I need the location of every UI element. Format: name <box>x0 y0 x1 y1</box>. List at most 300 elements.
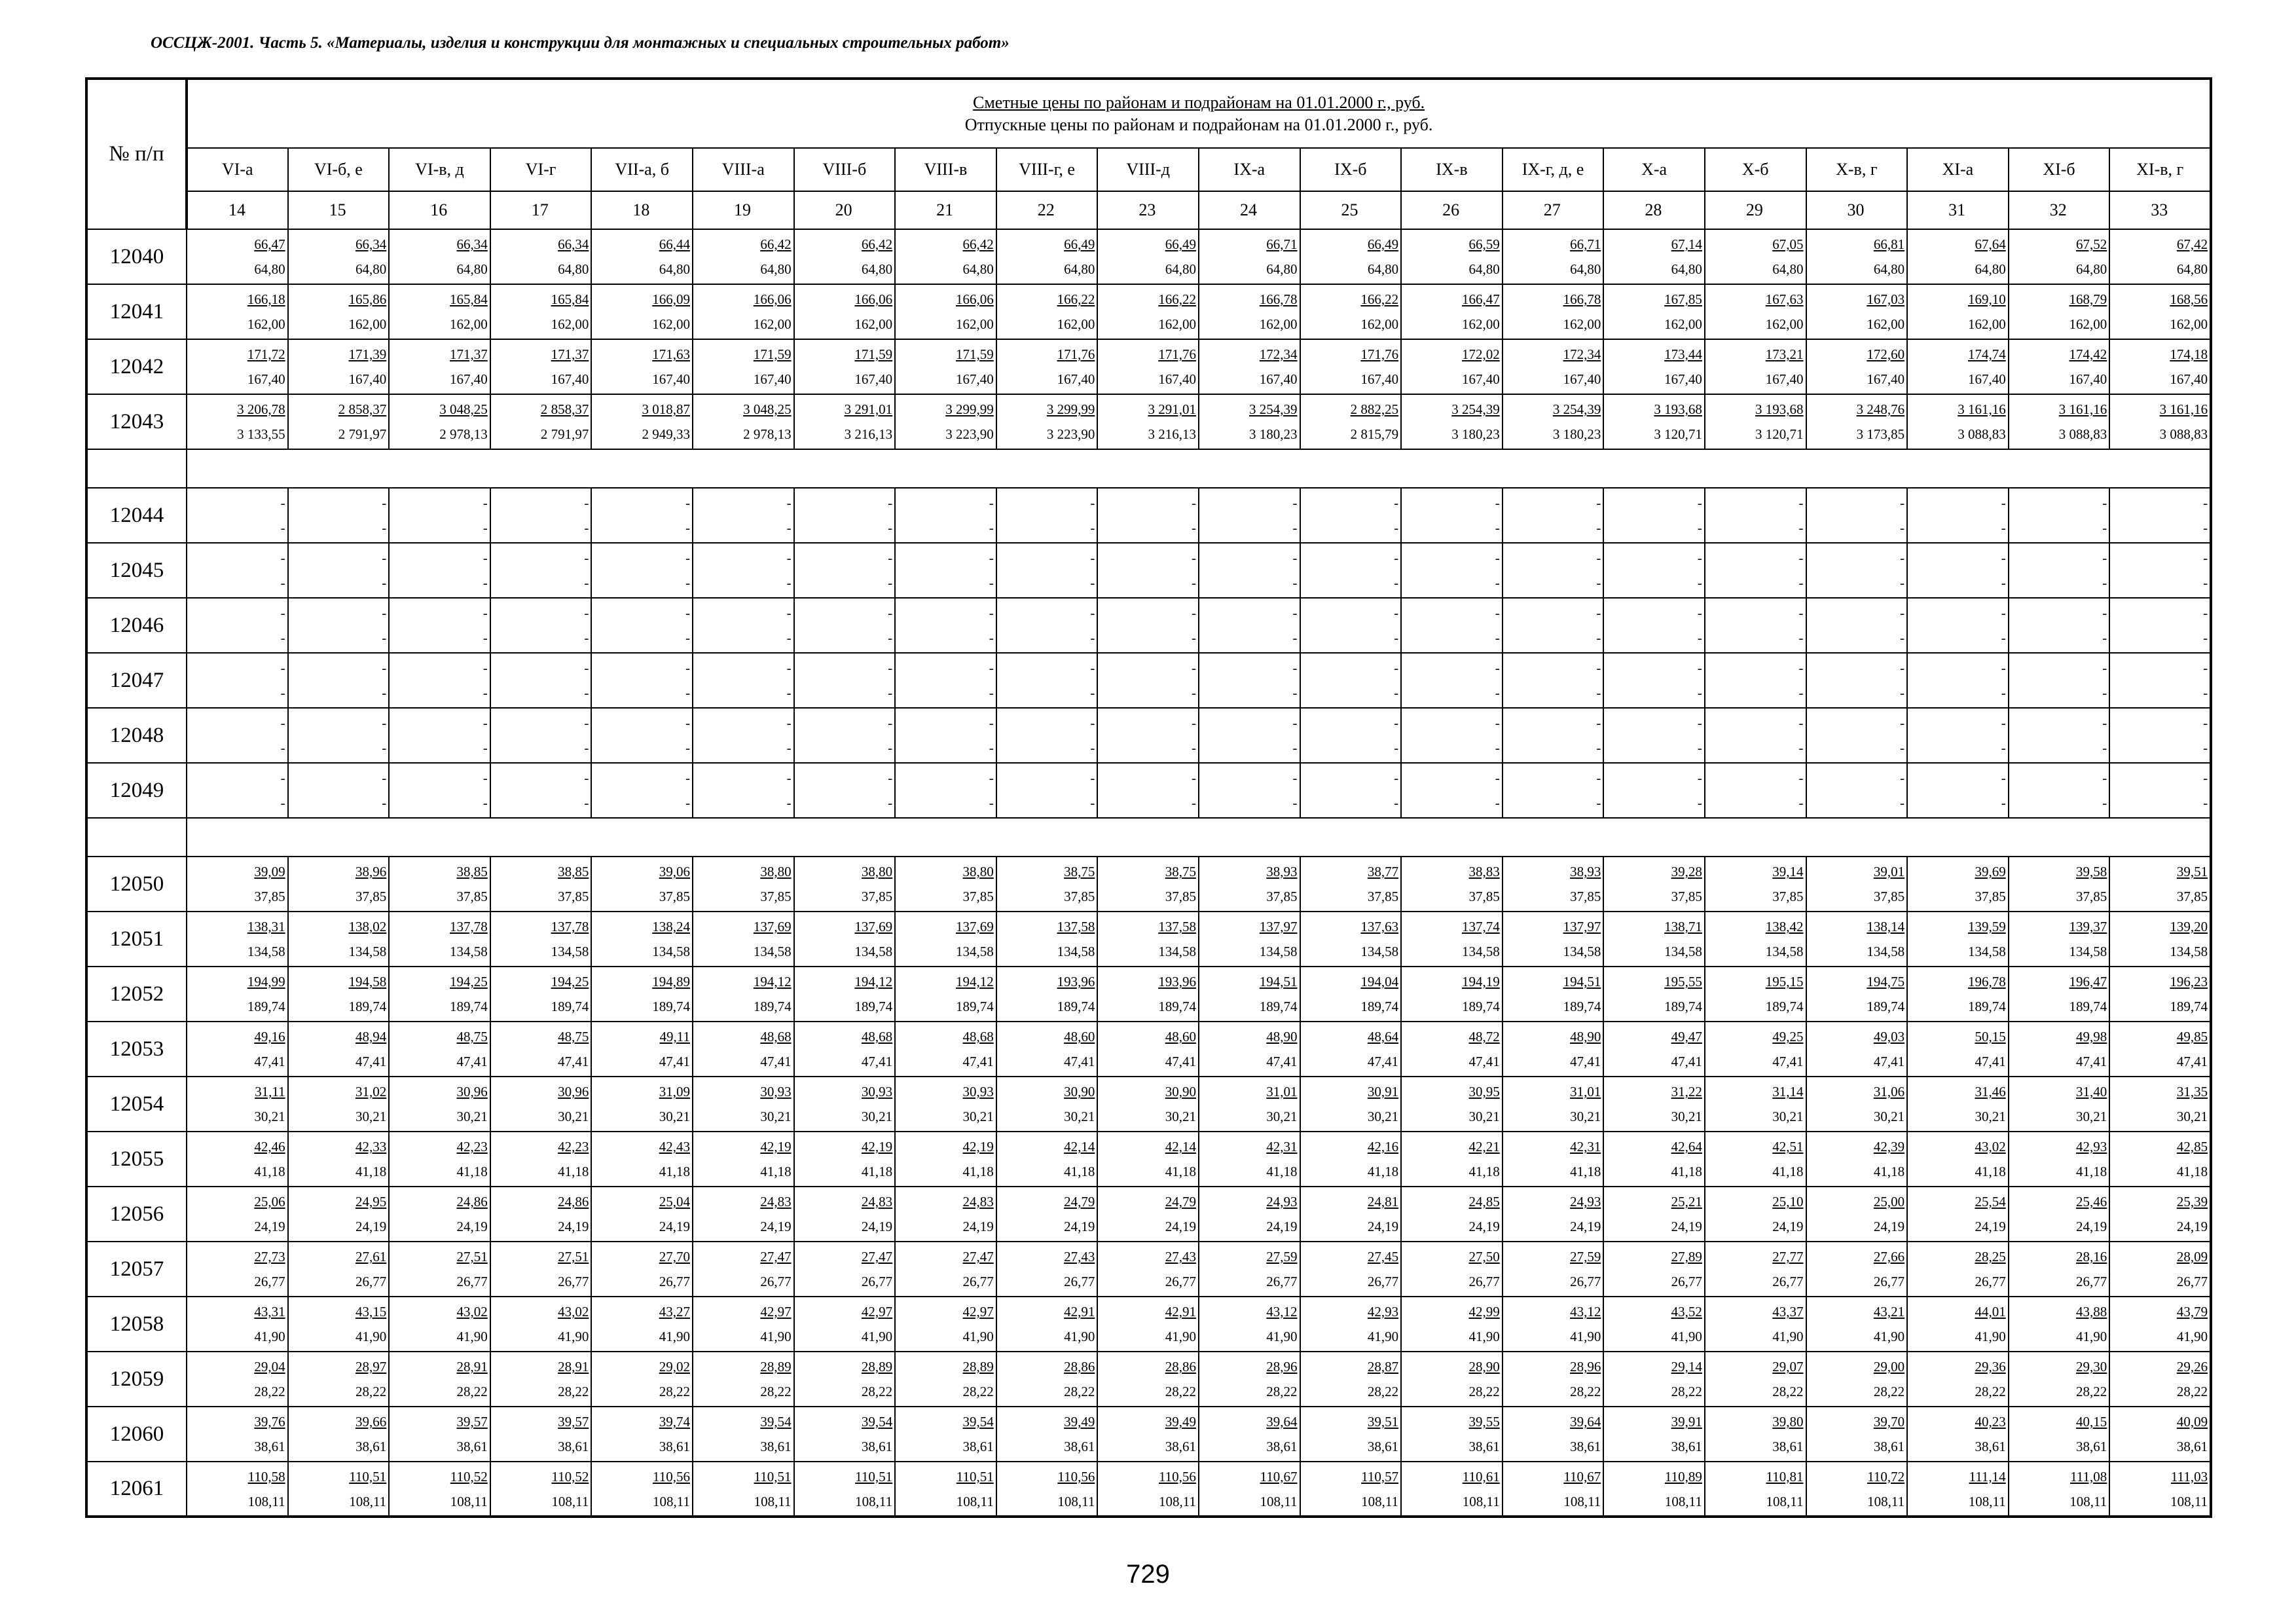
release-price: 38,61 <box>1873 1439 1905 1454</box>
estimate-price: 24,86 <box>456 1194 488 1209</box>
estimate-price: 25,21 <box>1671 1194 1702 1209</box>
release-price: 41,18 <box>1266 1164 1298 1179</box>
price-cell <box>2109 1352 2211 1407</box>
price-cell <box>1503 543 1604 598</box>
estimate-price: - <box>1394 715 1399 731</box>
price-cell <box>2009 763 2110 818</box>
release-price: 3 180,23 <box>1249 426 1298 442</box>
price-cell <box>1199 543 1300 598</box>
price-cell <box>187 394 288 449</box>
release-price: 38,61 <box>1064 1439 1095 1454</box>
estimate-price: - <box>1292 715 1298 731</box>
estimate-price: 43,02 <box>1975 1139 2006 1154</box>
release-price: 38,61 <box>1975 1439 2006 1454</box>
price-cell <box>1199 229 1300 284</box>
price-cell <box>389 763 490 818</box>
release-price: - <box>1191 630 1196 646</box>
estimate-price: - <box>280 550 285 566</box>
price-cell <box>996 1462 1098 1517</box>
price-cell <box>1806 1022 1908 1077</box>
price-cell <box>895 653 996 708</box>
release-price: - <box>1798 795 1804 811</box>
price-cell <box>490 708 592 763</box>
price-cell <box>996 967 1098 1022</box>
price-cell <box>288 284 390 339</box>
estimate-price: - <box>280 660 285 676</box>
estimate-price: - <box>1900 715 1905 731</box>
price-cell <box>1603 1077 1705 1132</box>
estimate-price: 42,97 <box>760 1304 792 1320</box>
price-cell <box>288 1187 390 1242</box>
estimate-price: 42,19 <box>962 1139 994 1154</box>
release-price: 30,21 <box>1266 1109 1298 1124</box>
release-price: - <box>280 520 285 536</box>
release-price: 167,40 <box>1867 371 1905 387</box>
release-price: 167,40 <box>1158 371 1196 387</box>
region-header: VIII-в <box>895 148 996 191</box>
release-price: - <box>1900 685 1905 701</box>
release-price: - <box>1596 520 1601 536</box>
estimate-price: - <box>888 550 893 566</box>
release-price: - <box>2102 630 2107 646</box>
price-cell <box>794 1297 896 1352</box>
estimate-price: 166,22 <box>1360 291 1399 307</box>
table-row <box>86 1022 2211 1077</box>
price-cell <box>693 1132 794 1187</box>
price-cell <box>794 1077 896 1132</box>
estimate-price: 28,86 <box>1064 1359 1095 1375</box>
price-cell <box>895 1462 996 1517</box>
release-price: 162,00 <box>1360 316 1399 332</box>
release-price: 167,40 <box>1461 371 1500 387</box>
release-price: 189,74 <box>1967 999 2006 1014</box>
release-price: 38,61 <box>1468 1439 1500 1454</box>
price-cell <box>895 284 996 339</box>
estimate-price: 171,76 <box>1360 346 1399 362</box>
release-price: 28,22 <box>1975 1384 2006 1399</box>
release-price: - <box>1394 740 1399 756</box>
price-cell <box>2109 1242 2211 1297</box>
release-price: - <box>1090 575 1095 591</box>
price-cell <box>591 967 693 1022</box>
price-cell <box>996 229 1098 284</box>
estimate-price: - <box>1292 770 1298 786</box>
table-row <box>86 1352 2211 1407</box>
release-price: 37,85 <box>659 889 690 904</box>
estimate-price: 66,34 <box>355 236 387 252</box>
release-price: - <box>1292 740 1298 756</box>
price-cell <box>1907 1187 2009 1242</box>
estimate-price: 66,71 <box>1570 236 1601 252</box>
estimate-price: 166,47 <box>1461 291 1500 307</box>
price-cell <box>2009 857 2110 912</box>
estimate-price: 28,96 <box>1570 1359 1601 1375</box>
price-cell <box>490 1462 592 1517</box>
region-header: IX-а <box>1199 148 1300 191</box>
estimate-price: - <box>483 605 488 621</box>
estimate-price: 30,93 <box>861 1084 893 1099</box>
estimate-price: 43,37 <box>1772 1304 1804 1320</box>
price-cell <box>2009 543 2110 598</box>
estimate-price: 39,51 <box>2176 864 2208 879</box>
estimate-price: 3 248,76 <box>1856 401 1905 417</box>
release-price: - <box>584 740 589 756</box>
table-row <box>86 653 2211 708</box>
estimate-price: - <box>1798 550 1804 566</box>
price-cell <box>1300 488 1402 543</box>
release-price: 167,40 <box>956 371 994 387</box>
price-cell <box>1806 763 1908 818</box>
release-price: - <box>280 630 285 646</box>
estimate-price: 25,10 <box>1772 1194 1804 1209</box>
price-cell <box>1503 857 1604 912</box>
release-price: - <box>382 630 387 646</box>
estimate-price: 24,93 <box>1266 1194 1298 1209</box>
estimate-price: 165,86 <box>348 291 387 307</box>
release-price: 24,19 <box>456 1219 488 1234</box>
estimate-price: - <box>280 495 285 511</box>
estimate-price: - <box>382 495 387 511</box>
column-number: 19 <box>693 191 794 229</box>
price-cell <box>288 1407 390 1462</box>
release-price: 47,41 <box>962 1054 994 1069</box>
release-price: - <box>685 630 690 646</box>
estimate-price: 39,80 <box>1772 1414 1804 1430</box>
row-number: 12044 <box>86 488 187 543</box>
price-cell <box>490 1022 592 1077</box>
release-price: 162,00 <box>450 316 488 332</box>
price-cell <box>1806 708 1908 763</box>
release-price: 3 120,71 <box>1755 426 1804 442</box>
price-cell <box>1300 229 1402 284</box>
price-cell <box>389 394 490 449</box>
release-price: 134,58 <box>348 944 387 959</box>
estimate-price: 38,83 <box>1468 864 1500 879</box>
price-cell <box>288 1462 390 1517</box>
price-cell <box>591 284 693 339</box>
price-cell <box>1503 1407 1604 1462</box>
release-price: 64,80 <box>254 261 285 277</box>
release-price: 30,21 <box>456 1109 488 1124</box>
estimate-price: 171,72 <box>247 346 285 362</box>
row-number: 12052 <box>86 967 187 1022</box>
price-cell <box>996 1242 1098 1297</box>
estimate-price: 50,15 <box>1975 1029 2006 1044</box>
release-price: 28,22 <box>1772 1384 1804 1399</box>
release-price: 167,40 <box>1057 371 1095 387</box>
column-number: 32 <box>2009 191 2110 229</box>
price-cell <box>1401 543 1503 598</box>
release-price: 26,77 <box>760 1274 792 1289</box>
release-price: 30,21 <box>558 1109 589 1124</box>
estimate-price: - <box>1394 660 1399 676</box>
release-price: 134,58 <box>1563 944 1601 959</box>
price-cell <box>1806 394 1908 449</box>
estimate-price: 42,16 <box>1367 1139 1399 1154</box>
estimate-price: 31,09 <box>659 1084 690 1099</box>
price-cell <box>2109 763 2211 818</box>
estimate-price: 39,54 <box>760 1414 792 1430</box>
column-number: 14 <box>187 191 288 229</box>
price-cell <box>1097 1297 1199 1352</box>
region-header: IX-в <box>1401 148 1503 191</box>
price-cell <box>2109 912 2211 967</box>
price-cell <box>1806 543 1908 598</box>
estimate-price: 48,72 <box>1468 1029 1500 1044</box>
estimate-price: - <box>1697 605 1702 621</box>
release-price: 162,00 <box>247 316 285 332</box>
price-cell <box>1806 1462 1908 1517</box>
release-price: 134,58 <box>854 944 893 959</box>
release-price: 167,40 <box>450 371 488 387</box>
price-cell <box>2009 1077 2110 1132</box>
price-cell <box>2009 339 2110 394</box>
row-number: 12042 <box>86 339 187 394</box>
release-price: 38,61 <box>861 1439 893 1454</box>
estimate-price: - <box>685 605 690 621</box>
estimate-price: - <box>280 715 285 731</box>
price-cell <box>693 857 794 912</box>
release-price: 30,21 <box>861 1109 893 1124</box>
price-cell <box>2109 1187 2211 1242</box>
release-price: 37,85 <box>1165 889 1196 904</box>
price-cell <box>1907 1352 2009 1407</box>
price-cell <box>794 284 896 339</box>
price-cell <box>895 708 996 763</box>
estimate-price: - <box>1191 770 1196 786</box>
price-cell <box>693 763 794 818</box>
estimate-price: 172,02 <box>1461 346 1500 362</box>
release-price: 41,18 <box>2076 1164 2107 1179</box>
price-cell <box>1705 1077 1806 1132</box>
price-cell <box>794 1242 896 1297</box>
release-price: 26,77 <box>2076 1274 2107 1289</box>
price-cell <box>591 394 693 449</box>
estimate-price: 110,51 <box>754 1468 792 1485</box>
price-cell <box>996 1077 1098 1132</box>
price-cell <box>895 598 996 653</box>
estimate-price: - <box>2203 605 2208 621</box>
estimate-price: - <box>1900 770 1905 786</box>
price-cell <box>2109 857 2211 912</box>
price-cell <box>288 1022 390 1077</box>
price-cell <box>288 394 390 449</box>
price-cell <box>1806 1132 1908 1187</box>
estimate-price: 25,00 <box>1873 1194 1905 1209</box>
price-cell <box>288 1077 390 1132</box>
price-cell <box>1705 708 1806 763</box>
estimate-price: - <box>382 715 387 731</box>
estimate-price: 171,63 <box>652 346 690 362</box>
price-cell <box>288 339 390 394</box>
release-price: - <box>2001 630 2006 646</box>
estimate-price: - <box>786 660 792 676</box>
estimate-price: 194,25 <box>551 974 589 989</box>
estimate-price: - <box>483 495 488 511</box>
estimate-price: 30,93 <box>962 1084 994 1099</box>
estimate-price: - <box>1900 660 1905 676</box>
release-price: 38,61 <box>1367 1439 1399 1454</box>
release-price: 64,80 <box>558 261 589 277</box>
release-price: 108,11 <box>1260 1493 1298 1509</box>
table-row <box>86 543 2211 598</box>
estimate-price: 31,14 <box>1772 1084 1804 1099</box>
price-cell <box>591 1352 693 1407</box>
price-cell <box>2109 394 2211 449</box>
price-cell <box>1503 488 1604 543</box>
estimate-price: 42,85 <box>2176 1139 2208 1154</box>
row-number: 12043 <box>86 394 187 449</box>
price-cell <box>1603 598 1705 653</box>
estimate-price: - <box>989 715 994 731</box>
column-number: 18 <box>591 191 693 229</box>
release-price: - <box>989 630 994 646</box>
release-price: 134,58 <box>1259 944 1298 959</box>
release-price: 162,00 <box>1967 316 2006 332</box>
price-cell <box>591 708 693 763</box>
estimate-price: - <box>1798 660 1804 676</box>
price-cell <box>996 284 1098 339</box>
release-price: 108,11 <box>2069 1493 2107 1509</box>
price-cell <box>389 543 490 598</box>
estimate-price: - <box>1596 770 1601 786</box>
price-cell <box>693 708 794 763</box>
release-price: - <box>382 520 387 536</box>
price-cell <box>1401 339 1503 394</box>
estimate-price: 110,89 <box>1664 1468 1702 1485</box>
price-cell <box>187 763 288 818</box>
column-number: 22 <box>996 191 1098 229</box>
price-cell <box>591 598 693 653</box>
estimate-price: 3 161,16 <box>1958 401 2006 417</box>
price-cell <box>1097 912 1199 967</box>
column-number-row <box>86 191 2211 229</box>
price-cell <box>1097 488 1199 543</box>
price-cell <box>591 543 693 598</box>
price-cell <box>1705 1462 1806 1517</box>
release-price: 38,61 <box>1772 1439 1804 1454</box>
region-header: XI-в, г <box>2109 148 2211 191</box>
estimate-price: 29,26 <box>2176 1359 2208 1375</box>
price-cell <box>490 394 592 449</box>
release-price: - <box>280 740 285 756</box>
release-price: 38,61 <box>1570 1439 1601 1454</box>
estimate-price: - <box>2001 715 2006 731</box>
region-header: XI-а <box>1907 148 2009 191</box>
price-cell <box>2009 229 2110 284</box>
price-cell <box>490 598 592 653</box>
release-price: 24,19 <box>355 1219 387 1234</box>
row-number: 12057 <box>86 1242 187 1297</box>
release-price: 30,21 <box>1367 1109 1399 1124</box>
release-price: 24,19 <box>2176 1219 2208 1234</box>
estimate-price: 110,67 <box>1563 1468 1601 1485</box>
release-price: 47,41 <box>861 1054 893 1069</box>
price-cell <box>187 1462 288 1517</box>
release-price: 41,90 <box>456 1329 488 1344</box>
price-cell <box>1097 1187 1199 1242</box>
price-cell <box>794 912 896 967</box>
price-cell <box>2109 653 2211 708</box>
release-price: - <box>888 740 893 756</box>
release-price: - <box>483 685 488 701</box>
price-cell <box>1097 763 1199 818</box>
price-cell <box>996 339 1098 394</box>
price-cell <box>1199 967 1300 1022</box>
release-price: 41,90 <box>659 1329 690 1344</box>
release-price: 38,61 <box>355 1439 387 1454</box>
table-row <box>86 1297 2211 1352</box>
price-cell <box>895 339 996 394</box>
estimate-price: - <box>1596 550 1601 566</box>
price-cell <box>1705 394 1806 449</box>
estimate-price: - <box>1596 660 1601 676</box>
release-price: 47,41 <box>456 1054 488 1069</box>
price-cell <box>1603 763 1705 818</box>
estimate-price: - <box>2203 550 2208 566</box>
estimate-price: 196,23 <box>2170 974 2208 989</box>
release-price: 134,58 <box>450 944 488 959</box>
price-cell <box>288 229 390 284</box>
price-cell <box>996 708 1098 763</box>
estimate-price: 139,59 <box>1967 919 2006 934</box>
release-price: 47,41 <box>1266 1054 1298 1069</box>
release-price: 189,74 <box>2069 999 2107 1014</box>
release-price: - <box>1292 520 1298 536</box>
price-cell <box>591 857 693 912</box>
estimate-price: 39,74 <box>659 1414 690 1430</box>
price-cell <box>895 857 996 912</box>
estimate-price: 49,47 <box>1671 1029 1702 1044</box>
price-cell <box>693 967 794 1022</box>
estimate-price: 165,84 <box>551 291 589 307</box>
estimate-price: - <box>280 770 285 786</box>
price-cell <box>693 1462 794 1517</box>
price-cell <box>1806 967 1908 1022</box>
release-price: 26,77 <box>558 1274 589 1289</box>
estimate-price: 24,83 <box>962 1194 994 1209</box>
table-row <box>86 394 2211 449</box>
price-cell <box>895 229 996 284</box>
estimate-price: 38,93 <box>1266 864 1298 879</box>
price-cell <box>1503 1242 1604 1297</box>
price-cell <box>1907 857 2009 912</box>
price-cell <box>693 1077 794 1132</box>
release-price: 26,77 <box>1468 1274 1500 1289</box>
price-cell <box>1806 1077 1908 1132</box>
release-price: 108,11 <box>956 1493 994 1509</box>
estimate-price: - <box>1090 550 1095 566</box>
release-price: - <box>584 630 589 646</box>
release-price: 189,74 <box>1360 999 1399 1014</box>
estimate-price: 48,60 <box>1165 1029 1196 1044</box>
release-price: 189,74 <box>1259 999 1298 1014</box>
estimate-price: - <box>483 715 488 731</box>
release-price: 28,22 <box>456 1384 488 1399</box>
price-cell <box>1603 857 1705 912</box>
release-price: 41,90 <box>2176 1329 2208 1344</box>
release-price: - <box>382 740 387 756</box>
price-cell <box>1907 1297 2009 1352</box>
price-cell <box>1705 857 1806 912</box>
region-header: VIII-г, е <box>996 148 1098 191</box>
price-cell <box>288 1242 390 1297</box>
release-price: 189,74 <box>551 999 589 1014</box>
price-cell <box>996 912 1098 967</box>
price-cell <box>996 1132 1098 1187</box>
price-cell <box>1401 1462 1503 1517</box>
estimate-price: 166,06 <box>956 291 994 307</box>
